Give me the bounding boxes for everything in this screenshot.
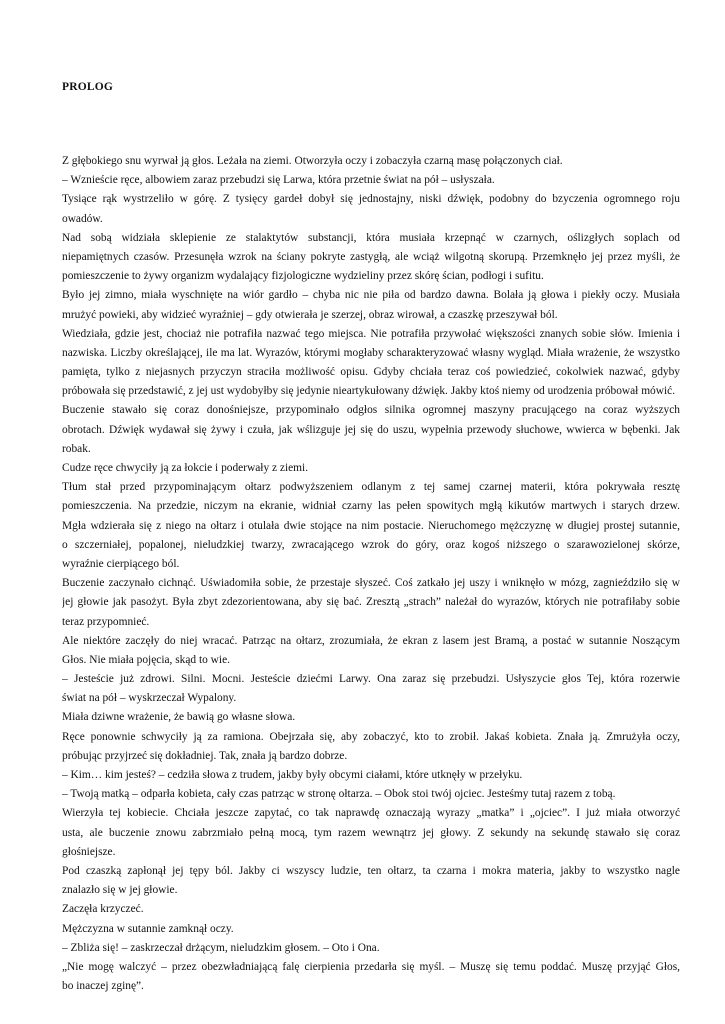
text-line: Miała dziwne wrażenie, że bawią go własne słowa. bbox=[62, 711, 296, 724]
text-line: obrotach. Dźwięk wydawał się żywy i czuła, jak wślizguje jej się do uszu, wypełnia przewody słuchowe, wwierca w bębenki. Jak bbox=[62, 423, 680, 436]
text-line: Zaczęła krzyczeć. bbox=[62, 903, 144, 916]
text-line: Tysiące rąk wystrzeliło w górę. Z tysięcy gardeł dobył się jednostajny, niski dźwięk, podobny do bzyczenia ogromnego roju bbox=[62, 193, 680, 206]
text-line: pomieszczenia. Na przedzie, niczym na ekranie, widniał czarny las pełen spowitych mgłą kikutów martwych i starych drzew. bbox=[62, 500, 680, 513]
text-line: mrużyć powieki, aby widzieć wyraźniej – gdy otwierała je szerzej, obraz wirował, a czaszkę przeszywał ból. bbox=[62, 308, 558, 321]
text-line: o szczerniałej, popalonej, nieludzkiej twarzy, zwracającego wzrok do góry, oraz kogoś niższego o szarawozielonej skórze, bbox=[62, 538, 680, 551]
text-line: „Nie mogę walczyć – przez obezwładniającą falę cierpienia przedarła się myśl. – Muszę się temu poddać. Muszę przyjąć Głos, bbox=[62, 960, 680, 973]
chapter-body bbox=[62, 152, 680, 996]
text-line: Buczenie zaczynało cichnąć. Uświadomiła sobie, że przestaje słyszeć. Coś zatkało jej uszy i wniknęło w mózg, zagnieździło się w bbox=[62, 577, 680, 590]
text-line: pamięta, tylko z niejasnych przyczyn straciła możliwość opisu. Gdyby chciała teraz coś powiedzieć, cokolwiek nazwać, gdyby bbox=[62, 366, 680, 379]
text-line: Ręce ponownie schwyciły ją za ramiona. Obejrzała się, aby zobaczyć, kto to zrobił. Jakaś kobieta. Znała ją. Zmrużyła oczy, bbox=[62, 730, 680, 743]
text-line: próbowała się przedstawić, z jej ust wydobyłby się jedynie nieartykułowany dźwięk. Jakby ktoś niemy od urodzenia próbował mówić. bbox=[62, 385, 676, 398]
text-line: usta, ale buczenie znowu zabrzmiało pełną mocą, tym razem wewnątrz jej głowy. Z sekundy na sekundę stawało się coraz bbox=[62, 826, 680, 839]
text-line: Wiedziała, gdzie jest, chociaż nie potrafiła nazwać tego miejsca. Nie potrafiła przywołać większości znanych sobie słów. Imienia i bbox=[62, 327, 680, 340]
text-line: – Wznieście ręce, albowiem zaraz przebudzi się Larwa, która przetnie świat na pół – usłyszała. bbox=[62, 174, 495, 187]
text-line: jej głowie jak pasożyt. Była zbyt zdezorientowana, aby się bać. Zresztą „strach” należał do wyrazów, których nie potrafiłaby sobie bbox=[62, 596, 680, 609]
text-line: świat na pół – wyskrzeczał Wypalony. bbox=[62, 692, 237, 705]
text-line: wyraźnie cierpiącego ból. bbox=[62, 557, 180, 570]
text-line: Wierzyła tej kobiecie. Chciała jeszcze zapytać, co tak naprawdę oznaczają wyrazy „matka” i „ojciec”. I już miała otworzyć bbox=[62, 807, 680, 820]
text-line: Buczenie stawało się coraz donośniejsze, przypominało odgłos silnika ogromnej maszyny pracującego na coraz wyższych bbox=[62, 404, 680, 417]
text-line: głośniejsze. bbox=[62, 845, 116, 858]
text-line: niepamiętnych czasów. Przesunęła wzrok na ściany pokryte zastygłą, ale wciąż wilgotną skorupą. Przemknęło jej przez myśli, że bbox=[62, 250, 680, 263]
chapter-heading: PROLOG bbox=[62, 81, 114, 93]
text-line: – Twoją matką – odparła kobieta, cały czas patrząc w stronę ołtarza. – Obok stoi twój ojciec. Jesteśmy tutaj razem z tobą. bbox=[62, 788, 616, 801]
text-line: Cudze ręce chwyciły ją za łokcie i poderwały z ziemi. bbox=[62, 462, 309, 474]
text-line: Z głębokiego snu wyrwał ją głos. Leżała na ziemi. Otworzyła oczy i zobaczyła czarną masę połączonych ciał. bbox=[62, 155, 563, 167]
text-line: znalazło się w jej głowie. bbox=[62, 884, 178, 897]
text-line: Mężczyzna w sutannie zamknął oczy. bbox=[62, 922, 234, 935]
text-line: Pod czaszką zapłonął jej tępy ból. Jakby ci wszyscy ludzie, ten ołtarz, ta czarna i mokra materia, jakby to wszystko nagle bbox=[62, 864, 680, 877]
text-line: Mgła wdzierała się z niego na ołtarz i otulała dwie stojące na nim postacie. Nieruchomego mężczyznę w długiej prostej sutannie, bbox=[62, 519, 680, 532]
text-line: pomieszczenie to żywy organizm wydalający fizjologiczne wydzieliny przez skórę ścian, podłogi i sufitu. bbox=[62, 270, 544, 283]
text-line: Było jej zimno, miała wyschnięte na wiór gardło – chyba nic nie piła od bardzo dawna. Bolała ją głowa i piekły oczy. Musiała bbox=[62, 289, 680, 302]
text-line: robak. bbox=[62, 442, 91, 455]
text-line: – Kim… kim jesteś? – cedziła słowa z trudem, jakby były obcymi ciałami, które utknęły w przełyku. bbox=[62, 769, 523, 781]
text-line: – Jesteście już zdrowi. Silni. Mocni. Jesteście dziećmi Larwy. Ona zaraz się przebudzi. Usłyszycie głos Tej, która rozerwie bbox=[62, 673, 680, 686]
text-line: owadów. bbox=[62, 212, 103, 225]
text-line: Tłum stał przed przypominającym ołtarz podwyższeniem odlanym z tej samej czarnej materii, która pokrywała resztę bbox=[62, 481, 680, 494]
text-line: bo inaczej zginę”. bbox=[62, 980, 144, 993]
text-line: próbując przyjrzeć się dokładniej. Tak, znała ją bardzo dobrze. bbox=[62, 749, 348, 762]
text-line: Ale niektóre zaczęły do niej wracać. Patrząc na ołtarz, zrozumiała, że ekran z lasem jest Bramą, a postać w sutannie Noszącym bbox=[62, 634, 680, 647]
text-line: teraz przypomnieć. bbox=[62, 615, 150, 628]
text-line: Nad sobą widziała sklepienie ze stalaktytów substancji, która musiała krzepnąć w czarnych, oślizgłych soplach od bbox=[62, 231, 680, 244]
text-line: Głos. Nie miała pojęcia, skąd to wie. bbox=[62, 653, 230, 666]
text-line: – Zbliża się! – zaskrzeczał drżącym, nieludzkim głosem. – Oto i Ona. bbox=[62, 941, 380, 954]
text-line: nazwiska. Liczby określającej, ile ma lat. Wyrazów, którymi mogłaby scharakteryzować własny wygląd. Miała wrażenie, że wszystko bbox=[62, 346, 680, 359]
